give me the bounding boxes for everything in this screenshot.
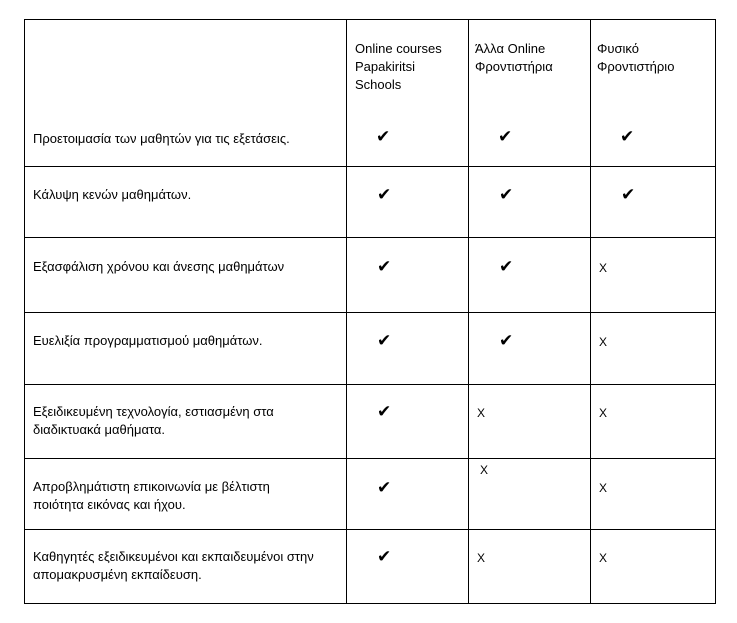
- row-label-line: διαδικτυακά μαθήματα.: [33, 422, 166, 437]
- mark-cell: [468, 116, 590, 166]
- mark-cell: [346, 530, 468, 603]
- row-label-cell: [25, 530, 346, 603]
- cross-mark: X: [599, 551, 608, 565]
- row-label-line: απομακρυσμένη εκπαίδευση.: [33, 567, 202, 582]
- check-icon: ✔: [499, 257, 514, 277]
- cross-mark: X: [599, 406, 608, 420]
- mark-cell: [468, 313, 590, 384]
- mark-cell: [590, 459, 715, 529]
- mark-cell: [590, 530, 715, 603]
- row-label-cell: [25, 459, 346, 529]
- row-label-cell: [25, 385, 346, 458]
- header-line: Online courses: [355, 41, 442, 56]
- row-label-cell: [25, 313, 346, 384]
- check-icon: ✔: [499, 185, 514, 205]
- row-label: Ευελιξία προγραμματισμού μαθημάτων.: [33, 333, 263, 348]
- cross-mark: X: [477, 551, 486, 565]
- mark-cell: [468, 530, 590, 603]
- mark-cell: [346, 116, 468, 166]
- table-row: [25, 529, 715, 603]
- check-icon: ✔: [499, 331, 514, 351]
- header-line: Φυσικό: [597, 41, 639, 56]
- row-label-line: ποιότητα εικόνας και ήχου.: [33, 497, 186, 512]
- row-label: Εξασφάλιση χρόνου και άνεσης μαθημάτων: [33, 259, 285, 274]
- mark-cell: [346, 167, 468, 237]
- mark-cell: [468, 385, 590, 458]
- table-row: [25, 166, 715, 237]
- check-icon: ✔: [377, 478, 392, 498]
- header-line: Schools: [355, 77, 402, 92]
- mark-cell: [590, 167, 715, 237]
- row-label-cell: [25, 116, 346, 166]
- check-icon: ✔: [498, 127, 513, 147]
- cross-mark: X: [599, 261, 608, 275]
- check-icon: ✔: [377, 547, 392, 567]
- header-line: Papakiritsi: [355, 59, 415, 74]
- mark-cell: [590, 313, 715, 384]
- header-line: Φροντιστήρια: [475, 59, 553, 74]
- header-line: Άλλα Online: [475, 41, 546, 56]
- check-icon: ✔: [377, 185, 392, 205]
- mark-cell: [468, 167, 590, 237]
- mark-cell: [590, 238, 715, 312]
- table-row: [25, 237, 715, 312]
- check-icon: ✔: [377, 257, 392, 277]
- cross-mark: X: [480, 463, 489, 477]
- row-label: Προετοιμασία των μαθητών για τις εξετάσεις.: [33, 131, 290, 146]
- mark-cell: [346, 385, 468, 458]
- mark-cell: [346, 459, 468, 529]
- mark-cell: [468, 238, 590, 312]
- cross-mark: X: [599, 481, 608, 495]
- check-icon: ✔: [621, 185, 636, 205]
- mark-cell: [468, 459, 590, 529]
- row-label: Κάλυψη κενών μαθημάτων.: [33, 187, 192, 202]
- row-label-cell: [25, 238, 346, 312]
- row-label-line: Εξειδικευμένη τεχνολογία, εστιασμένη στα: [33, 404, 274, 419]
- table-row: [25, 458, 715, 529]
- mark-cell: [346, 313, 468, 384]
- check-icon: ✔: [377, 402, 392, 422]
- row-label-cell: [25, 167, 346, 237]
- cross-mark: X: [477, 406, 486, 420]
- mark-cell: [590, 116, 715, 166]
- row-label-line: Καθηγητές εξειδικευμένοι και εκπαιδευμένοι στην: [33, 549, 314, 564]
- check-icon: ✔: [377, 331, 392, 351]
- check-icon: ✔: [620, 127, 635, 147]
- row-label-line: Απροβλημάτιστη επικοινωνία με βέλτιστη: [33, 479, 270, 494]
- mark-cell: [346, 238, 468, 312]
- comparison-table: [24, 19, 716, 604]
- cross-mark: X: [599, 335, 608, 349]
- check-icon: ✔: [376, 127, 391, 147]
- table-row: [25, 116, 715, 166]
- header-line: Φροντιστήριο: [597, 59, 675, 74]
- table-row: [25, 384, 715, 458]
- mark-cell: [590, 385, 715, 458]
- table-row: [25, 312, 715, 384]
